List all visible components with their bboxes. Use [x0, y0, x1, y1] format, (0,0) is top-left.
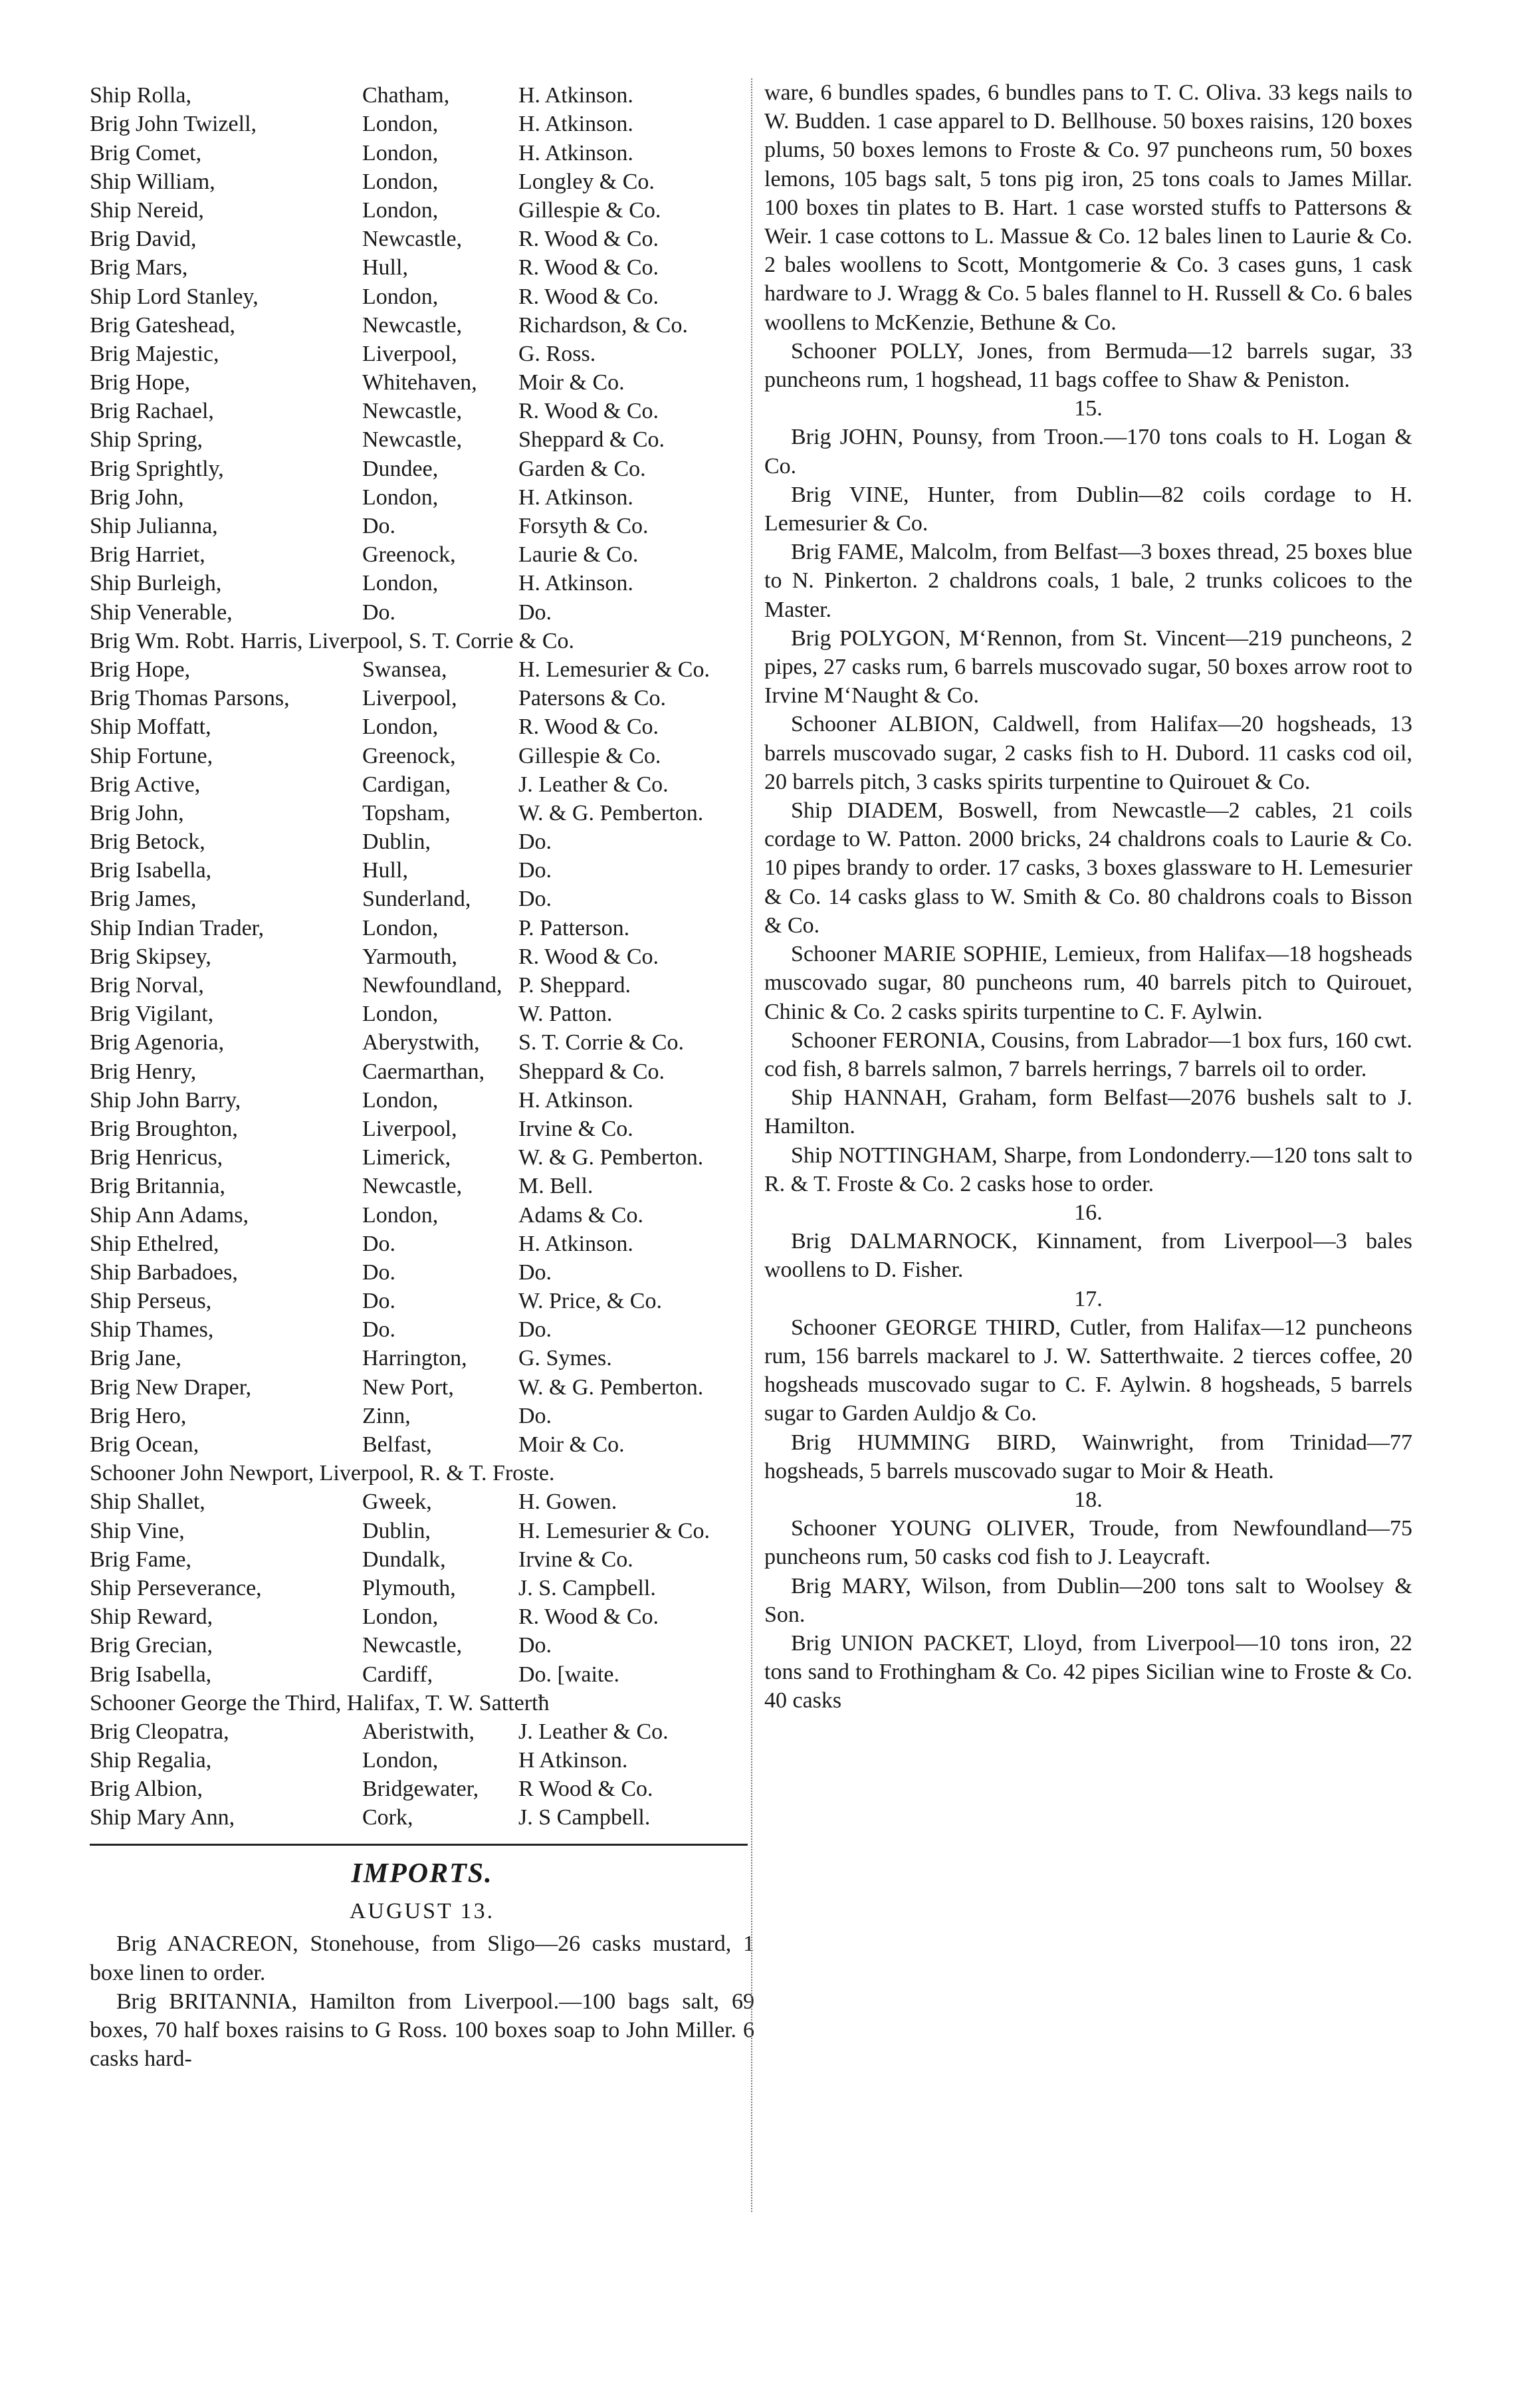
- imports-title: IMPORTS.: [351, 1858, 493, 1890]
- ship-vessel: Ship Venerable,: [90, 600, 233, 624]
- ship-row: [90, 107, 754, 136]
- ship-vessel: Brig New Draper,: [90, 1374, 252, 1399]
- ship-consignee: R. Wood & Co.: [518, 714, 659, 739]
- ship-vessel: Brig David,: [90, 227, 197, 251]
- ship-vessel: Brig James,: [90, 887, 197, 911]
- ship-row: [90, 825, 754, 853]
- ship-vessel: Ship Vine,: [90, 1518, 185, 1543]
- ship-entry-full: Schooner George the Third, Halifax, T. W. Sattertħ: [90, 1690, 550, 1715]
- ship-row: [90, 1054, 754, 1083]
- ship-port: Newcastle,: [362, 1174, 463, 1198]
- ship-row: [90, 1801, 754, 1829]
- ship-port: Do.: [362, 514, 396, 538]
- ship-row: [90, 911, 754, 939]
- ship-consignee: P. Patterson.: [518, 915, 630, 940]
- imports-left-entries: [90, 1929, 754, 2073]
- ship-vessel: Brig Gateshead,: [90, 312, 236, 337]
- ship-consignee: Do.: [518, 1259, 552, 1284]
- ship-row: [90, 193, 754, 222]
- ship-vessel: Brig Active,: [90, 772, 201, 796]
- ship-row: [90, 1026, 754, 1054]
- ship-vessel: Ship Ethelred,: [90, 1231, 219, 1256]
- ship-row: [90, 1543, 754, 1571]
- ship-port: Gweek,: [362, 1489, 432, 1514]
- import-entry: Brig ANACREON, Stonehouse, from Sligo—26 casks mustard, 1 boxe linen to order.: [90, 1931, 754, 1985]
- ship-port: London,: [362, 1087, 439, 1112]
- ship-port: Yarmouth,: [362, 944, 457, 968]
- ship-consignee: W. Patton.: [518, 1002, 613, 1026]
- ship-row: [90, 1341, 754, 1370]
- ship-consignee: S. T. Corrie & Co.: [518, 1030, 685, 1055]
- ship-port: Caermarthan,: [362, 1059, 485, 1083]
- ship-port: London,: [362, 112, 439, 136]
- import-entry: Brig UNION PACKET, Lloyd, from Liverpool—10 tons iron, 22 tons sand to Frothingham & Co. 42 pipes Sicilian wine to Froste & Co. 40 casks: [764, 1630, 1412, 1713]
- ship-vessel: Ship Shallet,: [90, 1489, 205, 1514]
- ship-consignee: G. Symes.: [518, 1346, 612, 1370]
- ship-vessel: Brig Britannia,: [90, 1174, 225, 1198]
- ship-consignee: Do. [waite.: [518, 1662, 620, 1686]
- left-column: [90, 78, 754, 2073]
- ship-row: [90, 136, 754, 164]
- ship-row: [90, 595, 754, 623]
- ship-port: London,: [362, 197, 439, 222]
- ship-port: Dublin,: [362, 1518, 431, 1543]
- ship-consignee: Patersons & Co.: [518, 686, 666, 711]
- ship-consignee: R Wood & Co.: [518, 1777, 653, 1801]
- ship-consignee: H. Atkinson.: [518, 83, 633, 108]
- ship-row: [90, 1485, 754, 1513]
- ship-vessel: Ship Spring,: [90, 427, 203, 452]
- ship-row: [90, 738, 754, 767]
- ship-consignee: H. Lemesurier & Co.: [518, 1518, 710, 1543]
- import-entry: ware, 6 bundles spades, 6 bundles pans to T. C. Oliva. 33 kegs nails to W. Budden. 1 case apparel to D. Bellhouse. 50 boxes raisins, 120 boxes plums, 50 boxes lemons to Froste & Co. 97 puncheons rum, 50 boxes lemons, 105 bags salt, 5 tons pig iron, 25 tons coals to James Millar. 100 boxes tin plates to B. Hart. 1 case worsted stuffs to Pattersons & Weir. 1 case cottons to L. Massue & Co. 12 bales linen to Laurie & Co. 2 bales woollens to Scott, Montgomerie & Co. 3 cases guns, 1 cask hardware to J. Wragg & Co. 5 bales flannel to H. Russell & Co. 6 bales woollens to McKenzie, Bethune & Co.: [764, 80, 1412, 335]
- import-entry: Brig VINE, Hunter, from Dublin—82 coils cordage to H. Lemesurier & Co.: [764, 482, 1412, 536]
- ship-vessel: Brig Vigilant,: [90, 1002, 214, 1026]
- date-heading: 18.: [1074, 1487, 1103, 1512]
- ship-vessel: Ship Fortune,: [90, 743, 213, 768]
- ship-row: [90, 451, 754, 480]
- import-entry: Brig DALMARNOCK, Kinnament, from Liverpool—3 bales woollens to D. Fisher.: [764, 1229, 1412, 1283]
- ship-row: [90, 423, 754, 451]
- ship-vessel: Brig Sprightly,: [90, 456, 224, 481]
- ship-entry-full: Schooner John Newport, Liverpool, R. & T. Froste.: [90, 1461, 555, 1485]
- ship-row: [90, 1456, 754, 1485]
- ship-vessel: Brig Cleopatra,: [90, 1719, 229, 1743]
- ship-row: [90, 394, 754, 423]
- ship-row: [90, 222, 754, 251]
- import-entry: Brig HUMMING BIRD, Wainwright, from Trinidad—77 hogsheads, 5 barrels muscovado sugar to Moir & Heath.: [764, 1430, 1412, 1483]
- ship-row: [90, 1772, 754, 1801]
- ship-port: Newfoundland,: [362, 973, 502, 997]
- ship-port: London,: [362, 571, 439, 596]
- ship-port: Cardiff,: [362, 1662, 433, 1686]
- ship-port: Topsham,: [362, 800, 451, 825]
- ship-consignee: Gillespie & Co.: [518, 197, 661, 222]
- ship-port: Do.: [362, 1289, 396, 1313]
- ship-port: Swansea,: [362, 657, 447, 681]
- ship-port: Limerick,: [362, 1145, 451, 1170]
- ship-port: London,: [362, 485, 439, 509]
- ship-port: London,: [362, 1202, 439, 1227]
- ship-consignee: J. S Campbell.: [518, 1805, 651, 1830]
- ship-port: Hull,: [362, 255, 408, 280]
- ship-consignee: H. Atkinson.: [518, 112, 633, 136]
- ship-vessel: Brig Isabella,: [90, 858, 212, 883]
- ship-row: [90, 366, 754, 394]
- ship-vessel: Brig Thomas Parsons,: [90, 686, 290, 711]
- ship-consignee: Adams & Co.: [518, 1202, 643, 1227]
- ship-consignee: Moir & Co.: [518, 1432, 625, 1456]
- ship-vessel: Brig Skipsey,: [90, 944, 211, 968]
- ship-row: [90, 997, 754, 1026]
- import-entry: Brig JOHN, Pounsy, from Troon.—170 tons coals to H. Logan & Co.: [764, 425, 1412, 479]
- ship-consignee: Moir & Co.: [518, 370, 625, 395]
- ship-consignee: Laurie & Co.: [518, 542, 639, 567]
- ship-row: [90, 1083, 754, 1112]
- ship-consignee: Irvine & Co.: [518, 1116, 633, 1141]
- ship-consignee: J. Leather & Co.: [518, 772, 669, 796]
- ship-vessel: Brig John,: [90, 800, 184, 825]
- ship-row: [90, 78, 754, 107]
- ship-port: Aberystwith,: [362, 1030, 480, 1055]
- ship-vessel: Brig Broughton,: [90, 1116, 238, 1141]
- ship-row: [90, 710, 754, 738]
- ship-consignee: H. Lemesurier & Co.: [518, 657, 710, 681]
- imports-right-entries: [764, 78, 1412, 1715]
- ship-vessel: Ship Perseus,: [90, 1289, 212, 1313]
- ship-consignee: Sheppard & Co.: [518, 1059, 665, 1083]
- ship-consignee: Forsyth & Co.: [518, 514, 649, 538]
- ship-row: [90, 1571, 754, 1600]
- ship-vessel: Ship Regalia,: [90, 1748, 212, 1773]
- ship-consignee: Do.: [518, 1403, 552, 1428]
- ship-port: London,: [362, 1002, 439, 1026]
- ship-row: [90, 1141, 754, 1169]
- ship-port: Do.: [362, 1317, 396, 1342]
- ship-vessel: Brig John,: [90, 485, 184, 509]
- ship-port: London,: [362, 915, 439, 940]
- ship-consignee: R. Wood & Co.: [518, 399, 659, 423]
- ship-vessel: Brig Isabella,: [90, 1662, 212, 1686]
- import-entry: Schooner FERONIA, Cousins, from Labrador—1 box furs, 160 cwt. cod fish, 8 barrels salmon, 7 barrels herrings, 7 barrels oil to order.: [764, 1028, 1412, 1081]
- ship-port: Cork,: [362, 1805, 413, 1830]
- ship-port: Dundalk,: [362, 1547, 446, 1571]
- ship-port: London,: [362, 1748, 439, 1773]
- import-entry: Ship HANNAH, Graham, form Belfast—2076 bushels salt to J. Hamilton.: [764, 1085, 1412, 1139]
- ship-vessel: Ship Burleigh,: [90, 571, 222, 596]
- ship-row: [90, 1600, 754, 1628]
- ship-consignee: H. Atkinson.: [518, 571, 633, 596]
- ship-consignee: R. Wood & Co.: [518, 255, 659, 280]
- ship-vessel: Brig Hope,: [90, 370, 191, 395]
- ship-row: [90, 1198, 754, 1226]
- ship-vessel: Brig Ocean,: [90, 1432, 199, 1456]
- ship-consignee: G. Ross.: [518, 341, 596, 366]
- ship-vessel: Ship Nereid,: [90, 197, 204, 222]
- ship-vessel: Ship Moffatt,: [90, 714, 211, 739]
- ship-port: Chatham,: [362, 83, 450, 108]
- import-entry: Ship DIADEM, Boswell, from Newcastle—2 cables, 21 coils cordage to W. Patton. 2000 bricks, 24 chaldrons coals to Laurie & Co. 10 pipes brandy to order. 17 casks, 3 boxes glassware to H. Lemesurier & Co. 14 casks glass to W. Smith & Co. 80 chaldrons coals to Bisson & Co.: [764, 798, 1412, 938]
- ship-row: [90, 768, 754, 796]
- ship-consignee: Longley & Co.: [518, 169, 655, 193]
- ship-row: [90, 681, 754, 710]
- ship-consignee: Gillespie & Co.: [518, 743, 661, 768]
- ship-vessel: Ship Barbadoes,: [90, 1259, 238, 1284]
- ship-consignee: M. Bell.: [518, 1174, 594, 1198]
- ship-port: Newcastle,: [362, 427, 463, 452]
- import-entry: Schooner POLLY, Jones, from Bermuda—12 barrels sugar, 33 puncheons rum, 1 hogshead, 11 bags coffee to Shaw & Peniston.: [764, 338, 1412, 393]
- ship-consignee: Garden & Co.: [518, 456, 646, 481]
- ship-port: Liverpool,: [362, 1116, 457, 1141]
- ship-consignee: Sheppard & Co.: [518, 427, 665, 452]
- ship-consignee: Do.: [518, 1633, 552, 1658]
- ship-vessel: Ship William,: [90, 169, 215, 193]
- ship-port: Dundee,: [362, 456, 439, 481]
- ship-port: Newcastle,: [362, 1633, 463, 1658]
- ship-consignee: W. & G. Pemberton.: [518, 1145, 704, 1170]
- ship-port: Liverpool,: [362, 686, 457, 711]
- ship-consignee: J. Leather & Co.: [518, 1719, 669, 1743]
- ship-vessel: Brig Hero,: [90, 1403, 187, 1428]
- ship-consignee: Irvine & Co.: [518, 1547, 633, 1571]
- ship-row: [90, 624, 754, 653]
- ship-row: [90, 566, 754, 595]
- ship-port: London,: [362, 169, 439, 193]
- ship-row: [90, 337, 754, 366]
- ship-vessel: Ship Julianna,: [90, 514, 218, 538]
- ship-port: Greenock,: [362, 743, 456, 768]
- ship-vessel: Ship Rolla,: [90, 83, 192, 108]
- ship-vessel: Brig Rachael,: [90, 399, 214, 423]
- ship-port: London,: [362, 284, 439, 308]
- ship-vessel: Ship Reward,: [90, 1604, 213, 1629]
- ship-vessel: Brig Agenoria,: [90, 1030, 225, 1055]
- ship-vessel: Brig Majestic,: [90, 341, 219, 366]
- ship-row: [90, 1370, 754, 1398]
- ship-port: Do.: [362, 1259, 396, 1284]
- ship-row: [90, 1112, 754, 1141]
- ship-row: [90, 653, 754, 681]
- ship-consignee: H Atkinson.: [518, 1748, 628, 1773]
- ship-consignee: R. Wood & Co.: [518, 284, 659, 308]
- ship-port: Greenock,: [362, 542, 456, 567]
- ship-vessel: Ship Thames,: [90, 1317, 214, 1342]
- ship-port: Liverpool,: [362, 341, 457, 366]
- ship-row: [90, 853, 754, 882]
- ship-port: London,: [362, 714, 439, 739]
- ship-row: [90, 509, 754, 538]
- ship-consignee: H. Atkinson.: [518, 1231, 633, 1256]
- import-entry: Schooner MARIE SOPHIE, Lemieux, from Halifax—18 hogsheads muscovado sugar, 80 puncheons rum, 40 barrels pitch to Quirouet, Chinic & Co. 2 casks spirits turpentine to C. F. Aylwin.: [764, 942, 1412, 1024]
- import-entry: Brig BRITANNIA, Hamilton from Liverpool.—100 bags salt, 69 boxes, 70 half boxes raisins to G Ross. 100 boxes soap to John Miller. 6 casks hard-: [90, 1989, 754, 2072]
- ship-port: Do.: [362, 600, 396, 624]
- ship-consignee: P. Sheppard.: [518, 973, 631, 997]
- import-entry: Brig FAME, Malcolm, from Belfast—3 boxes thread, 25 boxes blue to N. Pinkerton. 2 chaldrons coals, 1 bale, 2 trunks colicoes to the Master.: [764, 540, 1412, 622]
- ship-vessel: Brig Fame,: [90, 1547, 191, 1571]
- date-heading: 16.: [1074, 1200, 1103, 1225]
- ship-port: Harrington,: [362, 1346, 467, 1370]
- ship-port: Plymouth,: [362, 1575, 456, 1600]
- ship-row: [90, 251, 754, 279]
- ship-consignee: Do.: [518, 600, 552, 624]
- ship-port: Sunderland,: [362, 887, 471, 911]
- import-entry: Ship NOTTINGHAM, Sharpe, from Londonderry.—120 tons salt to R. & T. Froste & Co. 2 casks hose to order.: [764, 1143, 1412, 1196]
- import-entry: Brig MARY, Wilson, from Dublin—200 tons salt to Woolsey & Son.: [764, 1573, 1412, 1627]
- ship-consignee: R. Wood & Co.: [518, 227, 659, 251]
- ship-row: [90, 1256, 754, 1284]
- ship-vessel: Ship John Barry,: [90, 1087, 241, 1112]
- ship-row: [90, 1513, 754, 1542]
- ship-vessel: Brig Hope,: [90, 657, 191, 681]
- section-rule: [90, 1844, 748, 1846]
- ship-consignee: H. Atkinson.: [518, 485, 633, 509]
- right-column: [764, 78, 1412, 1715]
- ship-row: [90, 1227, 754, 1256]
- ship-row: [90, 940, 754, 968]
- ship-vessel: Brig Mars,: [90, 255, 188, 280]
- ship-consignee: W. & G. Pemberton.: [518, 1374, 704, 1399]
- ship-row: [90, 1169, 754, 1198]
- ship-port: Cardigan,: [362, 772, 451, 796]
- date-heading: 17.: [1074, 1286, 1103, 1311]
- import-entry: Schooner ALBION, Caldwell, from Halifax—20 hogsheads, 13 barrels muscovado sugar, 2 casks fish to H. Dubord. 11 casks cod oil, 20 barrels pitch, 3 casks spirits turpentine to Quirouet & Co.: [764, 712, 1412, 794]
- ship-row: [90, 165, 754, 193]
- ship-row: [90, 1715, 754, 1743]
- ship-port: Newcastle,: [362, 312, 463, 337]
- ship-port: London,: [362, 140, 439, 165]
- ship-row: [90, 1313, 754, 1341]
- ship-vessel: Ship Perseverance,: [90, 1575, 262, 1600]
- ship-list: [90, 78, 754, 1829]
- ship-vessel: Ship Lord Stanley,: [90, 284, 259, 308]
- ship-consignee: Do.: [518, 887, 552, 911]
- ship-vessel: Brig Norval,: [90, 973, 204, 997]
- ship-row: [90, 796, 754, 825]
- ship-consignee: Do.: [518, 1317, 552, 1342]
- ship-vessel: Brig Betock,: [90, 829, 205, 854]
- ship-consignee: W. & G. Pemberton.: [518, 800, 704, 825]
- imports-date: AUGUST 13.: [349, 1899, 495, 1924]
- ship-vessel: Brig Jane,: [90, 1346, 181, 1370]
- ship-consignee: H. Atkinson.: [518, 1087, 633, 1112]
- import-entry: Schooner YOUNG OLIVER, Troude, from Newfoundland—75 puncheons rum, 50 casks cod fish to J. Leaycraft.: [764, 1516, 1412, 1570]
- ship-port: Aberistwith,: [362, 1719, 475, 1743]
- ship-row: [90, 1628, 754, 1657]
- ship-vessel: Brig Grecian,: [90, 1633, 213, 1658]
- ship-port: Do.: [362, 1231, 396, 1256]
- column-divider: [751, 78, 752, 2212]
- import-entry: Brig POLYGON, M‘Rennon, from St. Vincent—219 puncheons, 2 pipes, 27 casks rum, 6 barrels muscovado sugar, 50 boxes arrow root to Irvine M‘Naught & Co.: [764, 625, 1412, 709]
- ship-vessel: Brig Comet,: [90, 140, 202, 165]
- ship-port: Bridgewater,: [362, 1777, 479, 1801]
- ship-port: Newcastle,: [362, 227, 463, 251]
- ship-row: [90, 1428, 754, 1456]
- ship-row: [90, 1399, 754, 1428]
- ship-port: Belfast,: [362, 1432, 432, 1456]
- ship-vessel: Brig Harriet,: [90, 542, 205, 567]
- ship-consignee: Do.: [518, 829, 552, 854]
- ship-row: [90, 882, 754, 911]
- ship-port: Dublin,: [362, 829, 431, 854]
- ship-row: [90, 1686, 754, 1715]
- ship-port: Hull,: [362, 858, 408, 883]
- ship-row: [90, 1743, 754, 1772]
- ship-consignee: W. Price, & Co.: [518, 1289, 662, 1313]
- ship-vessel: Brig Albion,: [90, 1777, 203, 1801]
- ship-consignee: R. Wood & Co.: [518, 1604, 659, 1629]
- ship-vessel: Brig John Twizell,: [90, 112, 257, 136]
- import-entry: Schooner GEORGE THIRD, Cutler, from Halifax—12 puncheons rum, 156 barrels mackarel to J. W. Satterthwaite. 2 tierces coffee, 20 hogsheads muscovado sugar to C. F. Aylwin. 8 hogsheads, 5 barrels sugar to Garden Auldjo & Co.: [764, 1315, 1412, 1426]
- ship-port: New Port,: [362, 1374, 454, 1399]
- ship-port: Newcastle,: [362, 399, 463, 423]
- ship-entry-full: Brig Wm. Robt. Harris, Liverpool, S. T. Corrie & Co.: [90, 628, 575, 653]
- ship-row: [90, 538, 754, 566]
- ship-consignee: H. Atkinson.: [518, 140, 633, 165]
- ship-vessel: Brig Henry,: [90, 1059, 197, 1083]
- ship-port: Zinn,: [362, 1403, 411, 1428]
- ship-row: [90, 308, 754, 337]
- ship-row: [90, 1657, 754, 1686]
- ship-row: [90, 1284, 754, 1313]
- ship-port: Whitehaven,: [362, 370, 477, 395]
- date-heading: 15.: [1074, 396, 1103, 421]
- ship-vessel: Ship Indian Trader,: [90, 915, 265, 940]
- ship-consignee: R. Wood & Co.: [518, 944, 659, 968]
- ship-consignee: Do.: [518, 858, 552, 883]
- ship-port: London,: [362, 1604, 439, 1629]
- ship-vessel: Ship Mary Ann,: [90, 1805, 235, 1830]
- ship-vessel: Brig Henricus,: [90, 1145, 223, 1170]
- ship-consignee: Richardson, & Co.: [518, 312, 688, 337]
- ship-row: [90, 279, 754, 308]
- ship-row: [90, 968, 754, 997]
- ship-consignee: H. Gowen.: [518, 1489, 617, 1514]
- ship-row: [90, 481, 754, 509]
- ship-consignee: J. S. Campbell.: [518, 1575, 656, 1600]
- ship-vessel: Ship Ann Adams,: [90, 1202, 249, 1227]
